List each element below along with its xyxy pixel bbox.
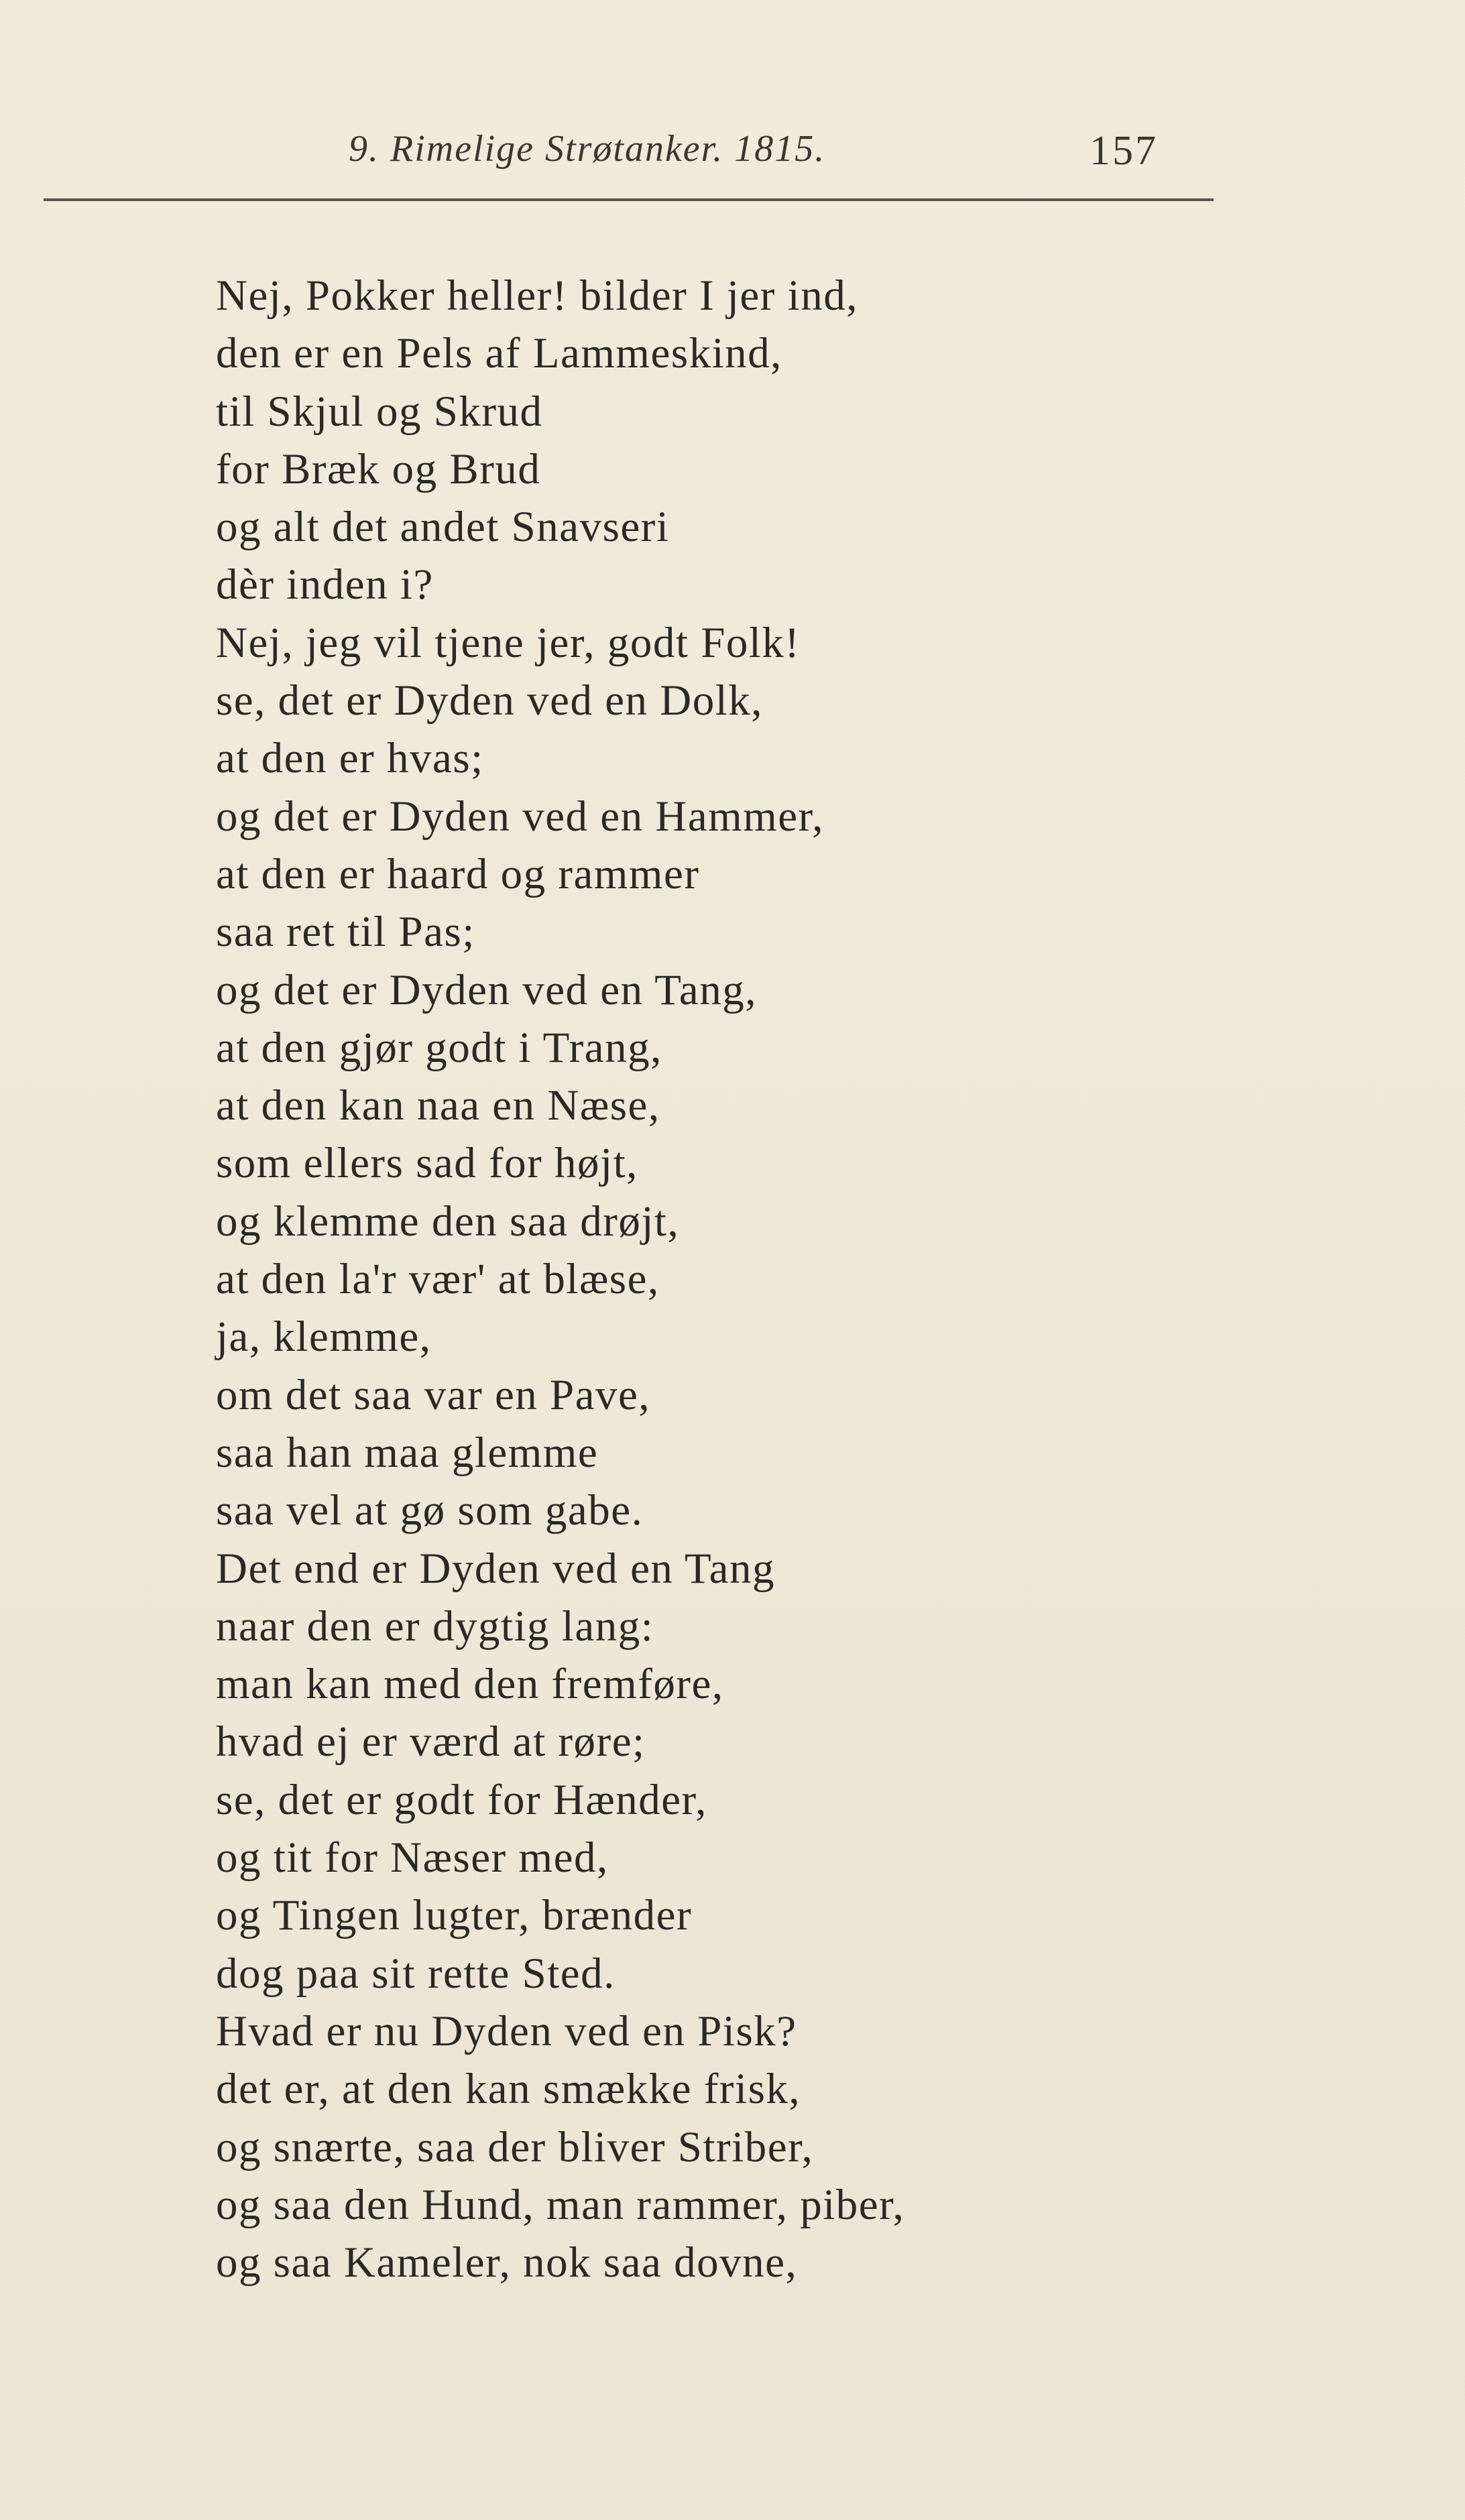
poem-line: se, det er Dyden ved en Dolk, <box>216 676 764 725</box>
poem-line: at den er haard og rammer <box>216 849 700 898</box>
poem-line: om det saa var en Pave, <box>216 1370 651 1419</box>
poem-line: dog paa sit rette Sted. <box>216 1949 616 1998</box>
poem-body <box>216 267 1222 2291</box>
header-rule <box>44 198 1214 201</box>
poem-line: man kan med den fremføre, <box>216 1660 724 1709</box>
poem-line: saa ret til Pas; <box>216 908 475 957</box>
poem-line: og klemme den saa drøjt, <box>216 1197 680 1246</box>
poem-line: og saa den Hund, man rammer, piber, <box>216 2180 905 2229</box>
poem-line: Hvad er nu Dyden ved en Pisk? <box>216 2006 797 2055</box>
running-title: 9. Rimelige Strøtanker. 1815. <box>349 128 826 170</box>
poem-line: og snærte, saa der bliver Striber, <box>216 2122 814 2171</box>
poem-line: Det end er Dyden ved en Tang <box>216 1544 776 1593</box>
poem-line: og det er Dyden ved en Hammer, <box>216 792 824 841</box>
poem-line: det er, at den kan smække frisk, <box>216 2065 801 2114</box>
poem-line: at den la'r vær' at blæse, <box>216 1255 660 1304</box>
poem-line: den er en Pels af Lammeskind, <box>216 329 782 378</box>
poem-line: at den gjør godt i Trang, <box>216 1023 662 1072</box>
poem-line: til Skjul og Skrud <box>216 387 543 436</box>
poem-line: og tit for Næser med, <box>216 1834 609 1882</box>
poem-line: ja, klemme, <box>216 1313 432 1362</box>
poem-line: saa han maa glemme <box>216 1428 599 1477</box>
poem-line: og saa Kameler, nok saa dovne, <box>216 2238 798 2287</box>
poem-line: saa vel at gø som gabe. <box>216 1486 644 1535</box>
poem-line: og det er Dyden ved en Tang, <box>216 965 757 1014</box>
poem-line: Nej, Pokker heller! bilder I jer ind, <box>216 272 858 320</box>
poem-line: som ellers sad for højt, <box>216 1139 638 1188</box>
poem-line: og Tingen lugter, brænder <box>216 1891 693 1940</box>
poem-line: dèr inden i? <box>216 560 434 609</box>
poem-line: naar den er dygtig lang: <box>216 1602 654 1651</box>
poem-line: hvad ej er værd at røre; <box>216 1718 646 1766</box>
running-head <box>0 127 1465 188</box>
poem-line: for Bræk og Brud <box>216 444 541 493</box>
poem-line: at den er hvas; <box>216 734 484 783</box>
poem-line: at den kan naa en Næse, <box>216 1081 660 1130</box>
poem-line: Nej, jeg vil tjene jer, godt Folk! <box>216 618 801 667</box>
poem-line: og alt det andet Snavseri <box>216 503 670 552</box>
poem-line: se, det er godt for Hænder, <box>216 1775 707 1824</box>
page-number: 157 <box>1090 128 1158 174</box>
